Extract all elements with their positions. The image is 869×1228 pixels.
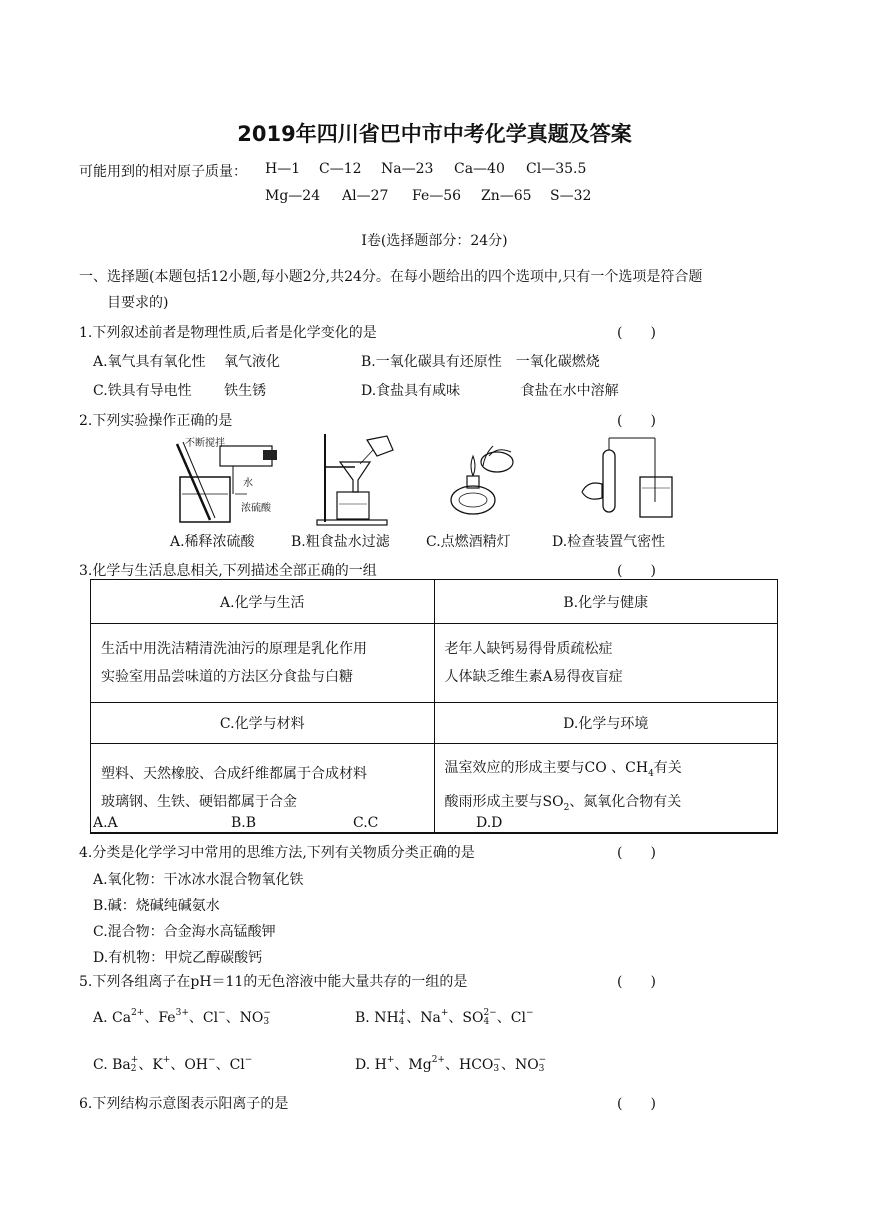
- part1-intro-line2: 目要求的): [107, 295, 169, 311]
- ion: H +: [374, 1055, 395, 1073]
- q5-option-label: D.: [355, 1057, 375, 1073]
- q3-stem: 3.化学与生活息息相关,下列描述全部正确的一组: [79, 563, 377, 579]
- q6-stem: 6.下列结构示意图表示阳离子的是: [79, 1096, 289, 1112]
- q3-cell-a-body: [91, 624, 435, 703]
- q3-option-a[interactable]: A.A: [93, 815, 118, 831]
- q3-b-line1: 老年人缺钙易得骨质疏松症: [444, 641, 613, 657]
- ion: Cl −: [202, 1008, 226, 1026]
- figure-label-acid: 浓硫酸: [241, 503, 271, 514]
- ion: Na +: [420, 1008, 449, 1026]
- page-title: 2019年四川省巴中市中考化学真题及答案: [237, 122, 632, 146]
- ion: K +: [152, 1055, 171, 1073]
- figure-airtightness-drawing: [580, 432, 680, 527]
- mass-zn: Zn—65: [481, 188, 532, 204]
- q3-cell-c-head: C.化学与材料: [91, 703, 435, 744]
- q5-option-a[interactable]: [93, 1007, 271, 1027]
- q3-option-d[interactable]: D.D: [476, 815, 503, 831]
- mass-mg: Mg—24: [265, 188, 321, 204]
- part1-intro-line1: 一、选择题(本题包括12小题,每小题2分,共24分。在每小题给出的四个选项中,只有一个选项是符合题: [79, 269, 703, 285]
- q3-b-line2: 人体缺乏维生素A易得夜盲症: [444, 669, 623, 685]
- ion: Cl −: [510, 1008, 534, 1026]
- q3-d-line2-sub: 2: [563, 802, 570, 813]
- q3-answer-blank[interactable]: ( ): [617, 563, 656, 579]
- ion: HCO − 3: [458, 1055, 501, 1074]
- q3-a-line1: 生活中用洗洁精清洗油污的原理是乳化作用: [101, 641, 367, 657]
- ion: NO − 3: [239, 1008, 271, 1027]
- q1-option-d[interactable]: D.食盐具有咸味 食盐在水中溶解: [361, 383, 619, 399]
- figure-airtightness: [580, 432, 680, 527]
- q4-option-c[interactable]: C.混合物：合金海水高锰酸钾: [93, 924, 276, 940]
- figure-dilute-acid: [175, 432, 285, 527]
- q5-option-b[interactable]: [355, 1007, 533, 1027]
- q4-option-d[interactable]: D.有机物：甲烷乙醇碳酸钙: [93, 950, 263, 966]
- ion: SO 2− 4: [462, 1008, 497, 1027]
- q3-option-c[interactable]: C.C: [353, 815, 379, 831]
- q4-stem: 4.分类是化学学习中常用的思维方法,下列有关物质分类正确的是: [79, 845, 475, 861]
- ion-separator: 、: [444, 1057, 459, 1073]
- ion-separator: 、: [170, 1057, 185, 1073]
- ion: Mg 2+: [408, 1055, 445, 1073]
- q4-option-b[interactable]: B.碱：烧碱纯碱氨水: [93, 898, 220, 914]
- mass-s: S—32: [550, 188, 592, 204]
- atomic-mass-label: 可能用到的相对原子质量：: [79, 164, 247, 180]
- q1-answer-blank[interactable]: ( ): [617, 325, 656, 341]
- figure-filtration-drawing: [315, 432, 405, 527]
- q3-option-b[interactable]: B.B: [231, 815, 257, 831]
- q3-cell-c-body: [91, 744, 435, 833]
- ion-separator: 、: [496, 1010, 511, 1026]
- q2-stem: 2.下列实验操作正确的是: [79, 413, 233, 429]
- ion: Cl −: [229, 1055, 253, 1073]
- q3-d-line2-pre: 酸雨形成主要与SO: [444, 793, 564, 810]
- ion: NH + 4: [374, 1008, 407, 1027]
- q5-option-label: C.: [93, 1057, 113, 1073]
- ion-separator: 、: [448, 1010, 463, 1026]
- q3-d-line2-post: 、氮氧化合物有关: [569, 793, 682, 810]
- figure-alcohol-lamp: [445, 432, 520, 527]
- mass-ca: Ca—40: [454, 161, 505, 177]
- q5-option-label: A.: [93, 1010, 113, 1026]
- section-heading: Ⅰ卷(选择题部分：24分): [361, 233, 508, 249]
- q5-stem: 5.下列各组离子在pH＝11的无色溶液中能大量共存的一组的是: [79, 974, 468, 990]
- ion: NO − 3: [514, 1055, 547, 1074]
- q4-answer-blank[interactable]: ( ): [617, 845, 656, 861]
- q3-cell-a-head: A.化学与生活: [91, 580, 435, 624]
- q3-table: [90, 579, 778, 834]
- q5-option-d[interactable]: [355, 1054, 546, 1074]
- ion-separator: 、: [394, 1057, 409, 1073]
- q2-option-b[interactable]: B.粗食盐水过滤: [291, 534, 390, 550]
- mass-na: Na—23: [381, 161, 434, 177]
- ion: Fe 3+: [158, 1008, 189, 1026]
- ion-separator: 、: [188, 1010, 203, 1026]
- q2-option-c[interactable]: C.点燃酒精灯: [426, 534, 511, 550]
- ion-separator: 、: [215, 1057, 230, 1073]
- q3-cell-b-head: B.化学与健康: [434, 580, 778, 624]
- q5-option-c[interactable]: [93, 1054, 252, 1074]
- ion: Ca 2+: [112, 1008, 145, 1026]
- mass-cl: Cl—35.5: [526, 161, 587, 177]
- mass-fe: Fe—56: [412, 188, 462, 204]
- q3-c-line1: 塑料、天然橡胶、合成纤维都属于合成材料: [101, 765, 367, 782]
- q3-cell-d-head: D.化学与环境: [434, 703, 778, 744]
- ion-separator: 、: [138, 1057, 153, 1073]
- ion: OH −: [184, 1055, 216, 1073]
- q1-option-c[interactable]: C.铁具有导电性 铁生锈: [93, 383, 267, 399]
- figure-label-water: 水: [243, 478, 253, 489]
- q2-option-a[interactable]: A.稀释浓硫酸: [170, 534, 255, 550]
- mass-h: H—1: [265, 161, 301, 177]
- q1-option-b[interactable]: B.一氧化碳具有还原性 一氧化碳燃烧: [361, 354, 600, 370]
- mass-c: C—12: [319, 161, 362, 177]
- ion-separator: 、: [225, 1010, 240, 1026]
- q3-cell-b-body: [434, 624, 778, 703]
- ion-separator: 、: [500, 1057, 515, 1073]
- q3-d-line1: [445, 754, 768, 788]
- q2-option-d[interactable]: D.检查装置气密性: [552, 534, 666, 550]
- q5-option-label: B.: [355, 1010, 375, 1026]
- figure-filtration: [315, 432, 405, 527]
- q3-c-line2: 玻璃钢、生铁、硬铝都属于合金: [101, 793, 297, 810]
- q3-d-line1-sub: 4: [648, 768, 654, 779]
- mass-al: Al—27: [342, 188, 389, 204]
- ion-separator: 、: [144, 1010, 159, 1026]
- ion-separator: 、: [406, 1010, 421, 1026]
- q2-answer-blank[interactable]: ( ): [617, 413, 656, 429]
- q3-a-line2: 实验室用品尝味道的方法区分食盐与白糖: [101, 669, 353, 685]
- figure-label-stir: 不断搅拌: [185, 438, 225, 449]
- q5-answer-blank[interactable]: ( ): [617, 974, 656, 990]
- q3-d-line1-pre: 温室效应的形成主要与CO 、CH: [444, 760, 649, 776]
- q1-option-a[interactable]: A.氧气具有氧化性 氧气液化: [93, 354, 281, 370]
- q4-option-a[interactable]: A.氧化物：干冰冰水混合物氧化铁: [93, 872, 304, 888]
- q1-stem: 1.下列叙述前者是物理性质,后者是化学变化的是: [79, 325, 377, 341]
- ion: Ba + 2: [112, 1055, 139, 1074]
- q3-d-line1-post: 有关: [653, 760, 682, 776]
- q6-answer-blank[interactable]: ( ): [617, 1096, 656, 1112]
- figure-alcohol-lamp-drawing: [445, 432, 520, 527]
